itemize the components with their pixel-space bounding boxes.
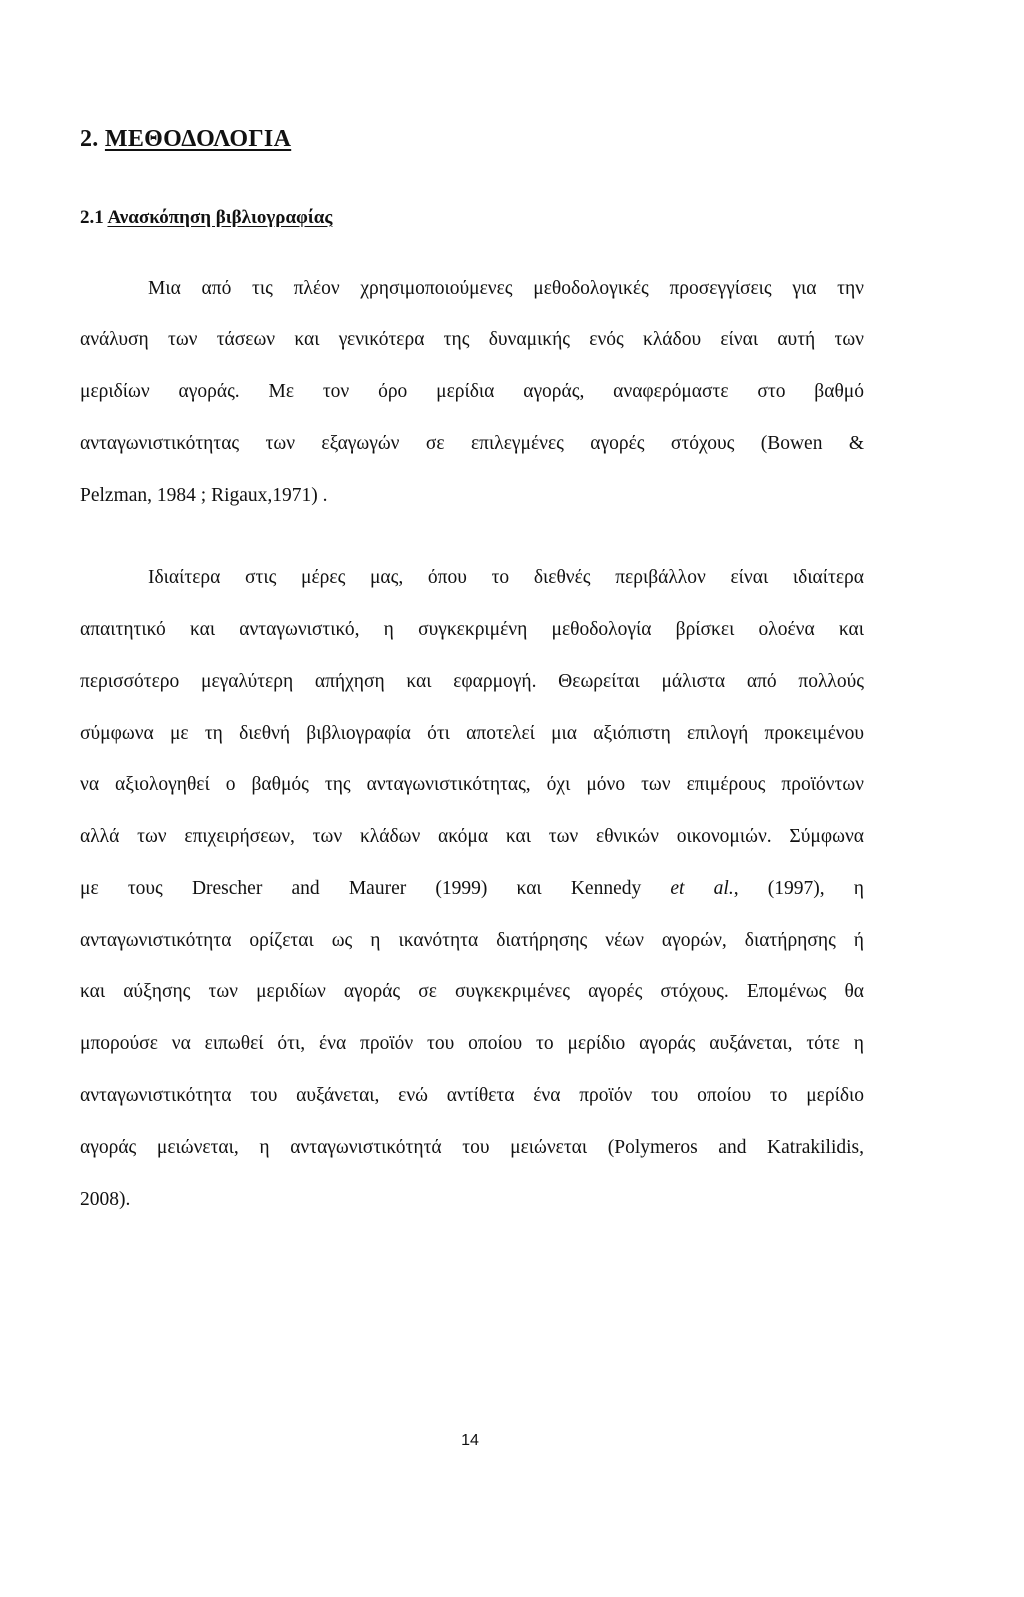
citation-italic: et al. — [670, 878, 734, 899]
paragraph1-line: ανταγωνιστικότητας των εξαγωγών σε επιλεγμένες αγορές στόχους (Bowen & — [80, 433, 864, 454]
paragraph1-line: ανάλυση των τάσεων και γενικότερα της δυναμικής ενός κλάδου είναι αυτή των — [80, 329, 864, 350]
paragraph2-line: Ιδιαίτερα στις μέρες μας, όπου το διεθνές περιβάλλον είναι ιδιαίτερα — [148, 567, 864, 588]
paragraph2-line: και αύξησης των μεριδίων αγοράς σε συγκεκριμένες αγορές στόχους. Επομένως θα — [80, 981, 864, 1002]
citation-text-end: , (1997), η — [733, 878, 864, 899]
paragraph1-line: μεριδίων αγοράς. Με τον όρο μερίδια αγοράς, αναφερόμαστε στο βαθμό — [80, 381, 864, 402]
paragraph2-line: απαιτητικό και ανταγωνιστικό, η συγκεκριμένη μεθοδολογία βρίσκει ολοένα και — [80, 619, 864, 640]
paragraph2-line: σύμφωνα με τη διεθνή βιβλιογραφία ότι αποτελεί μια αξιόπιστη επιλογή προκειμένου — [80, 723, 864, 744]
paragraph2-line: 2008). — [80, 1189, 131, 1210]
paragraph1-line: Pelzman, 1984 ; Rigaux,1971) . — [80, 485, 328, 506]
paragraph2-line: αγοράς μειώνεται, η ανταγωνιστικότητά του μειώνεται (Polymeros and Katrakilidis, — [80, 1137, 864, 1158]
paragraph1-line: Μια από τις πλέον χρησιμοποιούμενες μεθοδολογικές προσεγγίσεις για την — [148, 278, 864, 299]
subsection-number: 2.1 — [80, 207, 104, 228]
paragraph2-line: μπορούσε να ειπωθεί ότι, ένα προϊόν του οποίου το μερίδιο αγοράς αυξάνεται, τότε η — [80, 1033, 864, 1054]
subsection-heading — [80, 207, 332, 229]
paragraph2-line: ανταγωνιστικότητα του αυξάνεται, ενώ αντίθετα ένα προϊόν του οποίου το μερίδιο — [80, 1085, 864, 1106]
section-number: 2. — [80, 126, 99, 152]
page-number: 14 — [461, 1432, 479, 1449]
subsection-title: Ανασκόπηση βιβλιογραφίας — [107, 207, 333, 228]
citation-line — [80, 876, 864, 902]
paragraph2-line: περισσότερο μεγαλύτερη απήχηση και εφαρμογή. Θεωρείται μάλιστα από πολλούς — [80, 671, 864, 692]
section-heading — [80, 126, 291, 153]
paragraph2-line: αλλά των επιχειρήσεων, των κλάδων ακόμα και των εθνικών οικονομιών. Σύμφωνα — [80, 826, 864, 847]
section-title: ΜΕΘΟΔΟΛΟΓΙΑ — [104, 126, 292, 152]
paragraph2-line: να αξιολογηθεί ο βαθμός της ανταγωνιστικότητας, όχι μόνο των επιμέρους προϊόντων — [80, 774, 864, 795]
citation-text: με τους Drescher and Maurer (1999) και Kennedy — [80, 878, 671, 899]
paragraph2-line: ανταγωνιστικότητα ορίζεται ως η ικανότητα διατήρησης νέων αγορών, διατήρησης ή — [80, 930, 864, 951]
